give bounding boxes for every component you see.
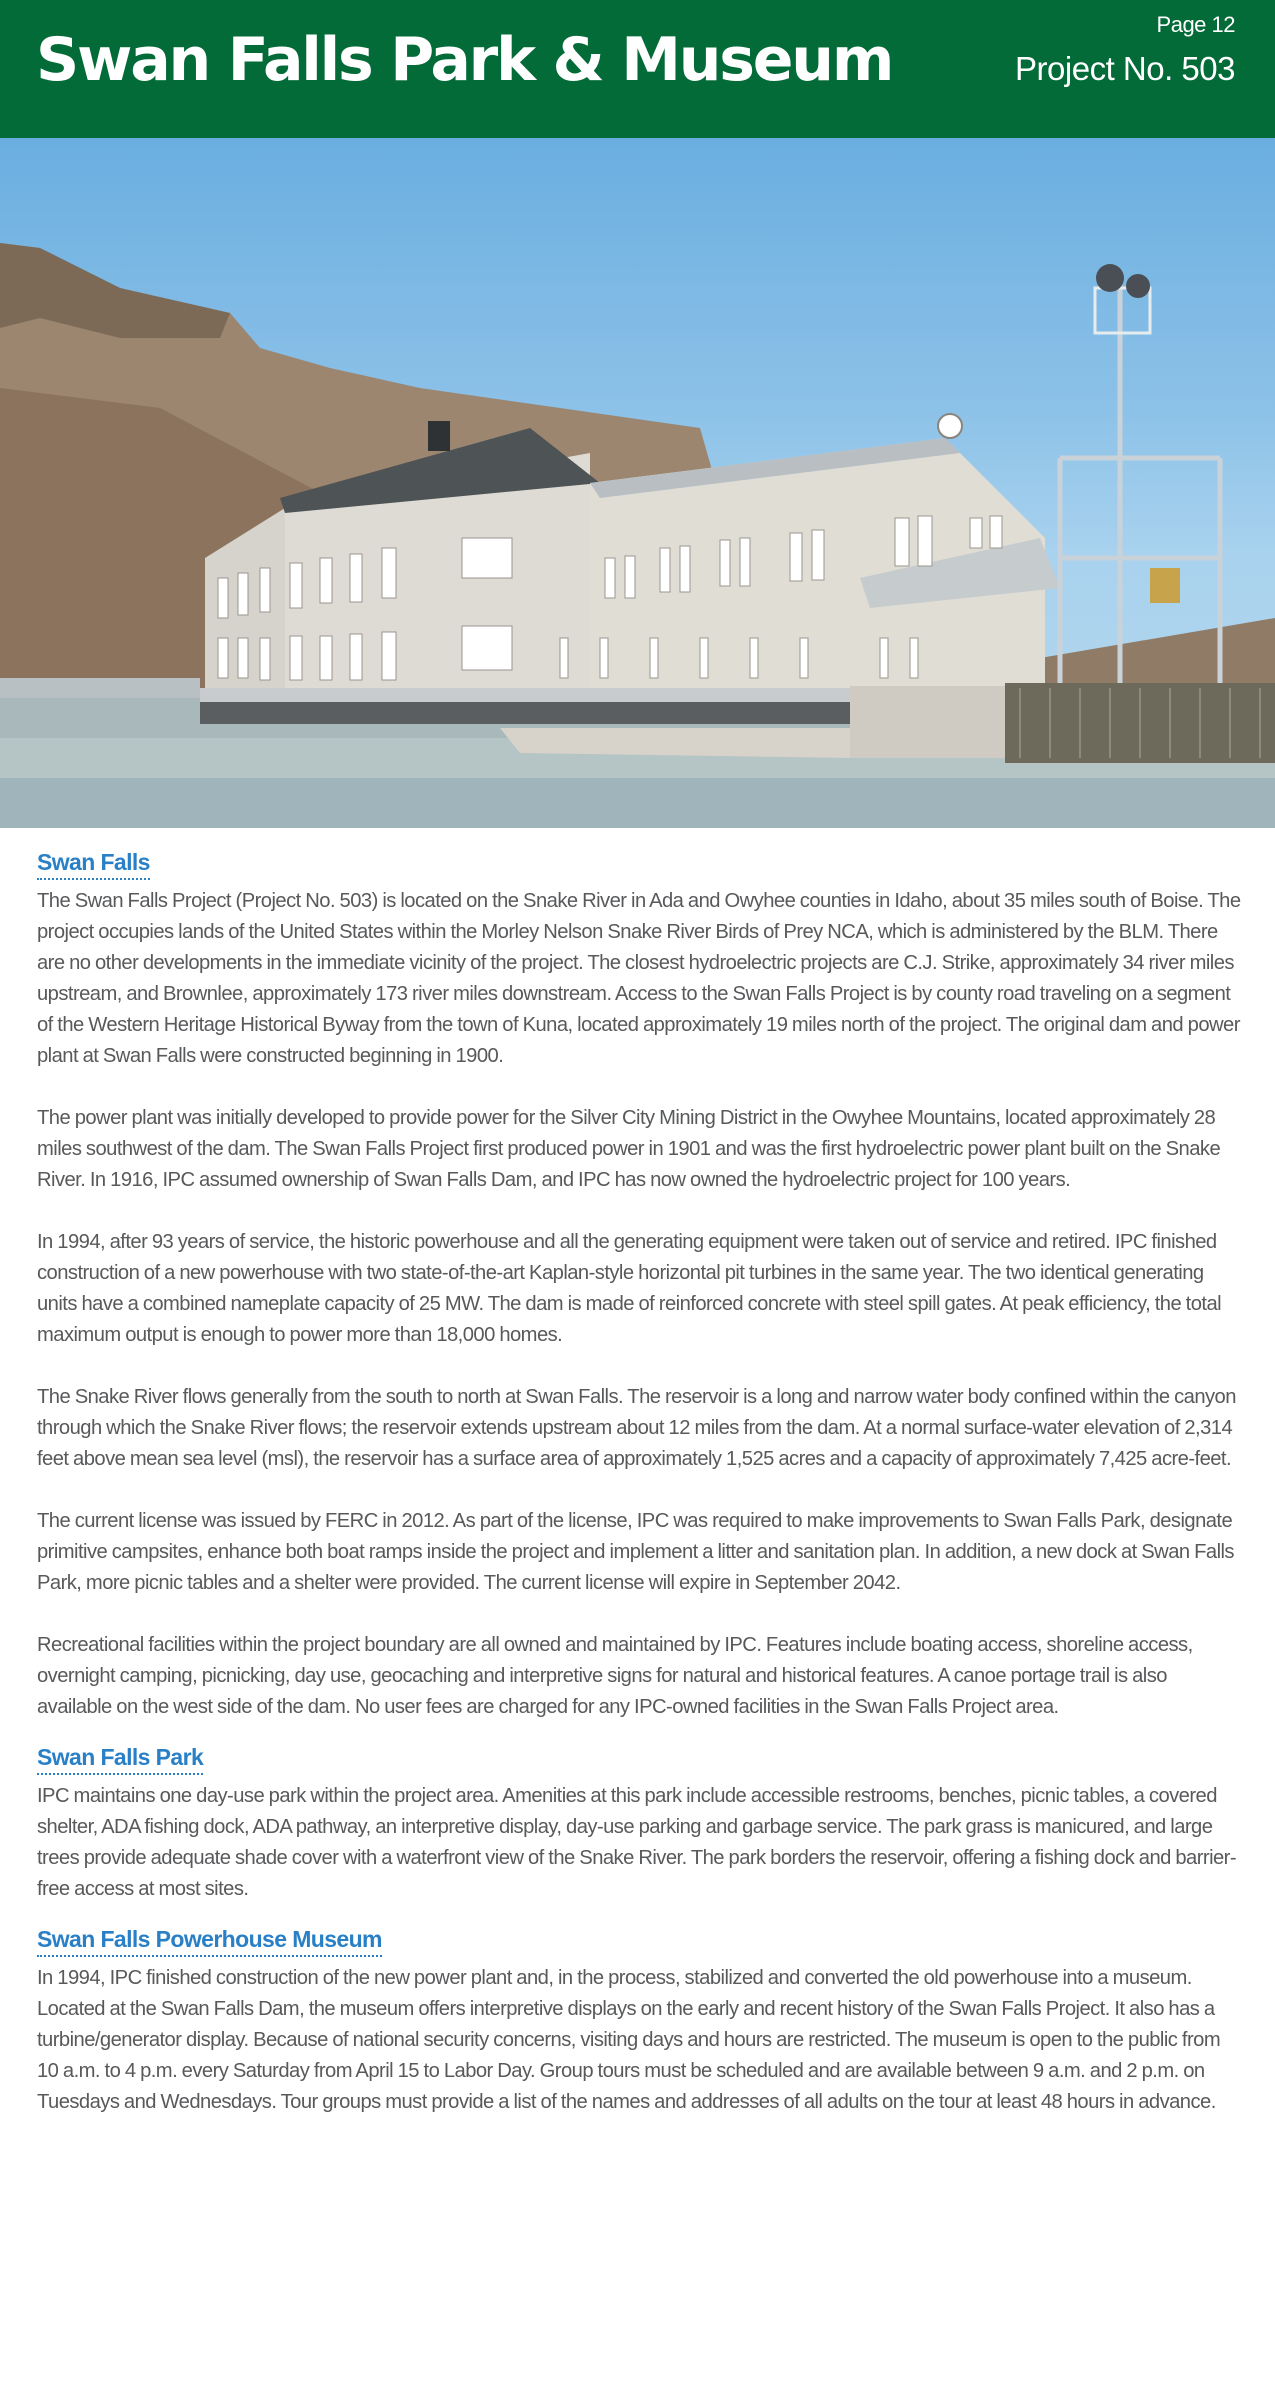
paragraph: The Snake River flows generally from the south to north at Swan Falls. The reservoir is a long and narrow water body confined within the canyon through which the Snake River flows; the reservoir extends upstream about 12 miles from the dam. At a normal surface-water elevation of 2,314 feet above mean sea level (msl), the reservoir has a surface area of approximately 1,525 acres and a capacity of approximately 7,425 acre-feet. — [37, 1386, 1236, 1470]
paragraph: The power plant was initially developed to provide power for the Silver City Mining District in the Owyhee Mountains, located approximately 28 miles southwest of the dam. The Swan Falls Project first produced power in 1901 and was the first hydroelectric power plant built on the Snake River. In 1916, IPC assumed ownership of Swan Falls Dam, and IPC has now owned the hydroelectric project for 100 years. — [37, 1107, 1221, 1191]
photo-image-icon — [0, 138, 1275, 828]
section-powerhouse-museum — [37, 1925, 1242, 2118]
paragraph: IPC maintains one day-use park within the project area. Amenities at this park include accessible restrooms, benches, picnic tables, a covered shelter, ADA fishing dock, ADA pathway, an interpretive display, day-use parking and garbage service. The park grass is manicured, and large trees provide adequate shade cover with a waterfront view of the Snake River. The park borders the reservoir, offering a fishing dock and barrier-free access at most sites. — [37, 1785, 1237, 1900]
section-swan-falls — [37, 848, 1242, 1723]
section-heading: Swan Falls Park — [37, 1743, 203, 1775]
page-number: Page 12 — [1156, 12, 1235, 37]
paragraph: The current license was issued by FERC in 2012. As part of the license, IPC was required to make improvements to Swan Falls Park, designate primitive campsites, enhance both boat ramps inside the project and implement a litter and sanitation plan. In addition, a new dock at Swan Falls Park, more picnic tables and a shelter were provided. The current license will expire in September 2042. — [37, 1510, 1234, 1594]
paragraph: In 1994, after 93 years of service, the historic powerhouse and all the generating equipment were taken out of service and retired. IPC finished construction of a new powerhouse with two state-of-the-art Kaplan-style horizontal pit turbines in the same year. The two identical generating units have a combined nameplate capacity of 25 MW. The dam is made of reinforced concrete with steel spill gates. At peak efficiency, the total maximum output is enough to power more than 18,000 homes. — [37, 1231, 1222, 1346]
paragraph: In 1994, IPC finished construction of the new power plant and, in the process, stabilized and converted the old powerhouse into a museum. Located at the Swan Falls Dam, the museum offers interpretive displays on the early and recent history of the Swan Falls Project. It also has a turbine/generator display. Because of national security concerns, visiting days and hours are restricted. The museum is open to the public from 10 a.m. to 4 p.m. every Saturday from April 15 to Labor Day. Group tours must be scheduled and are available between 9 a.m. and 2 p.m. on Tuesdays and Wednesdays. Tour groups must provide a list of the names and addresses of all adults on the tour at least 48 hours in advance. — [37, 1967, 1221, 2113]
article-body — [37, 848, 1242, 2138]
paragraph: Recreational facilities within the project boundary are all owned and maintained by IPC. Features include boating access, shoreline access, overnight camping, picnicking, day use, geocaching and interpretive signs for natural and historical features. A canoe portage trail is also available on the west side of the dam. No user fees are charged for any IPC-owned facilities in the Swan Falls Project area. — [37, 1634, 1193, 1718]
powerhouse-photo — [0, 138, 1275, 828]
page-title: Swan Falls Park & Museum — [36, 25, 893, 95]
project-number: Project No. 503 — [1015, 50, 1235, 87]
section-heading: Swan Falls — [37, 848, 150, 880]
section-swan-falls-park — [37, 1743, 1242, 1905]
paragraph: The Swan Falls Project (Project No. 503) is located on the Snake River in Ada and Owyhee counties in Idaho, about 35 miles south of Boise. The project occupies lands of the United States within the Morley Nelson Snake River Birds of Prey NCA, which is administered by the BLM. There are no other developments in the immediate vicinity of the project. The closest hydroelectric projects are C.J. Strike, approximately 34 river miles upstream, and Brownlee, approximately 173 river miles downstream. Access to the Swan Falls Project is by county road traveling on a segment of the Western Heritage Historical Byway from the town of Kuna, located approximately 19 miles north of the project. The original dam and power plant at Swan Falls were constructed beginning in 1900. — [37, 890, 1241, 1067]
section-heading: Swan Falls Powerhouse Museum — [37, 1925, 382, 1957]
page-header — [0, 0, 1275, 138]
